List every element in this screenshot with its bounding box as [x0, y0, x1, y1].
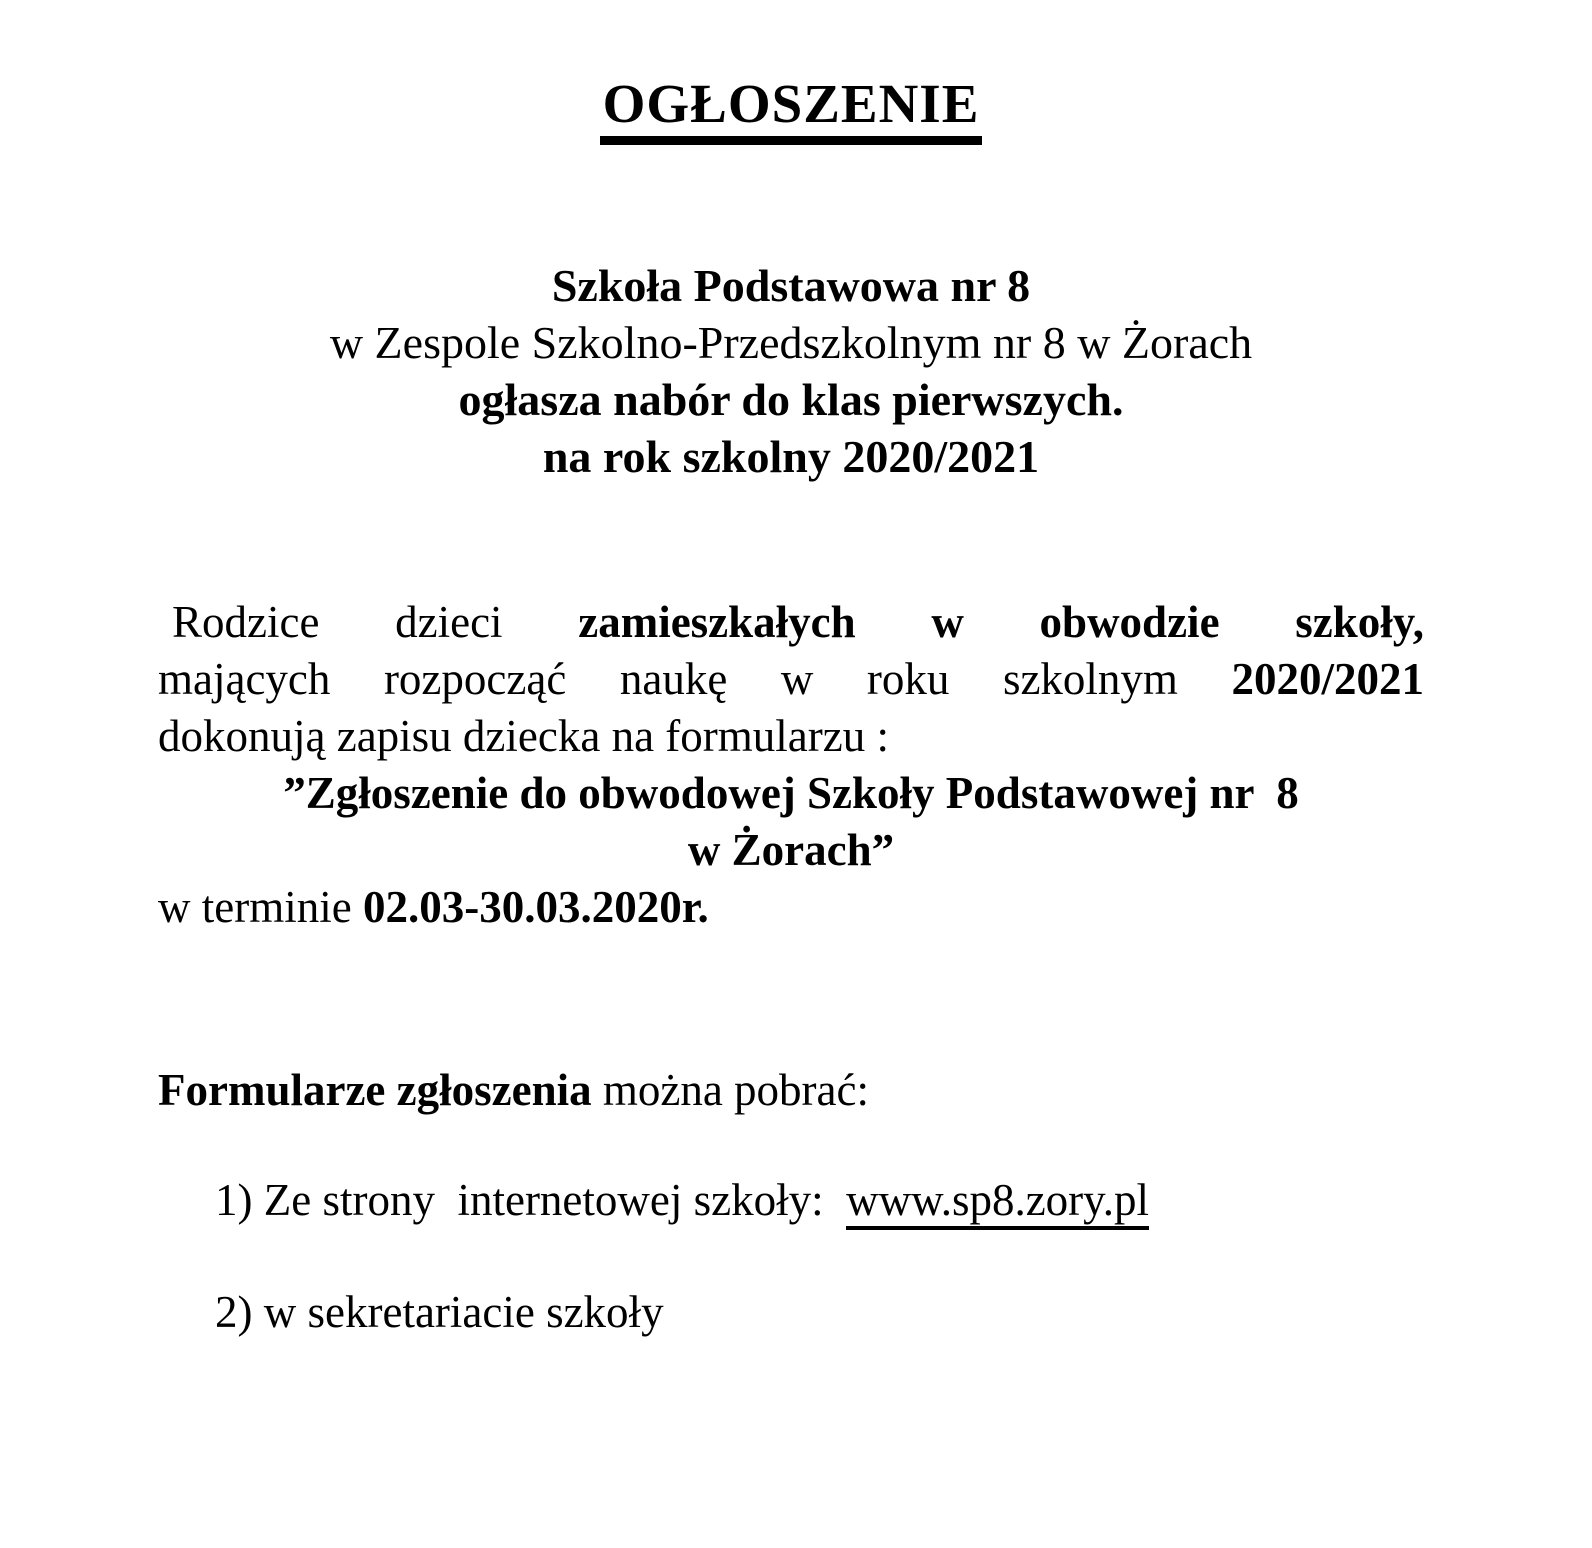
heading-block: [158, 257, 1424, 485]
paragraph-line-2: [158, 651, 1424, 708]
list-item-website: [158, 1172, 1424, 1229]
forms-availability-line: [158, 1062, 1424, 1119]
announcement-title-row: [158, 74, 1424, 145]
deadline-prefix: w terminie: [158, 882, 352, 932]
school-name-line: Szkoła Podstawowa nr 8: [551, 260, 1031, 311]
list-item-office: [158, 1284, 1424, 1341]
school-year-line: na rok szkolny 2020/2021: [542, 431, 1040, 482]
paragraph-run-bold: 2020/2021: [1231, 654, 1425, 704]
announcement-title: OGŁOSZENIE: [600, 74, 983, 145]
list-item-text: Ze strony internetowej szkoły:: [252, 1175, 847, 1225]
form-name-quote-line-2: w Żorach”: [687, 825, 895, 875]
enrollment-line: ogłasza nabór do klas pierwszych.: [458, 374, 1124, 425]
list-marker: 1): [215, 1175, 253, 1225]
school-complex-line: w Zespole Szkolno-Przedszkolnym nr 8 w Żorach: [329, 317, 1253, 368]
form-name-quote-line-1: ”Zgłoszenie do obwodowej Szkoły Podstawowej nr 8: [283, 768, 1299, 818]
paragraph-line-1: [158, 594, 1424, 651]
forms-availability-bold: Formularze zgłoszenia: [158, 1065, 592, 1115]
paragraph-run-regular: Rodzice dzieci: [172, 597, 503, 647]
list-marker: 2): [215, 1287, 253, 1337]
deadline-line: [158, 879, 1424, 936]
school-website-link[interactable]: www.sp8.zory.pl: [846, 1175, 1149, 1230]
forms-availability-regular: można pobrać:: [602, 1065, 869, 1115]
main-paragraph: [158, 594, 1424, 936]
deadline-date: 02.03-30.03.2020r.: [362, 882, 709, 932]
list-item-text: w sekretariacie szkoły: [252, 1287, 664, 1337]
paragraph-run-bold: zamieszkałych w obwodzie szkoły,: [578, 597, 1424, 647]
paragraph-line-3: dokonują zapisu dziecka na formularzu :: [158, 711, 889, 761]
paragraph-run-regular: mających rozpocząć naukę w roku szkolnym: [158, 654, 1178, 704]
